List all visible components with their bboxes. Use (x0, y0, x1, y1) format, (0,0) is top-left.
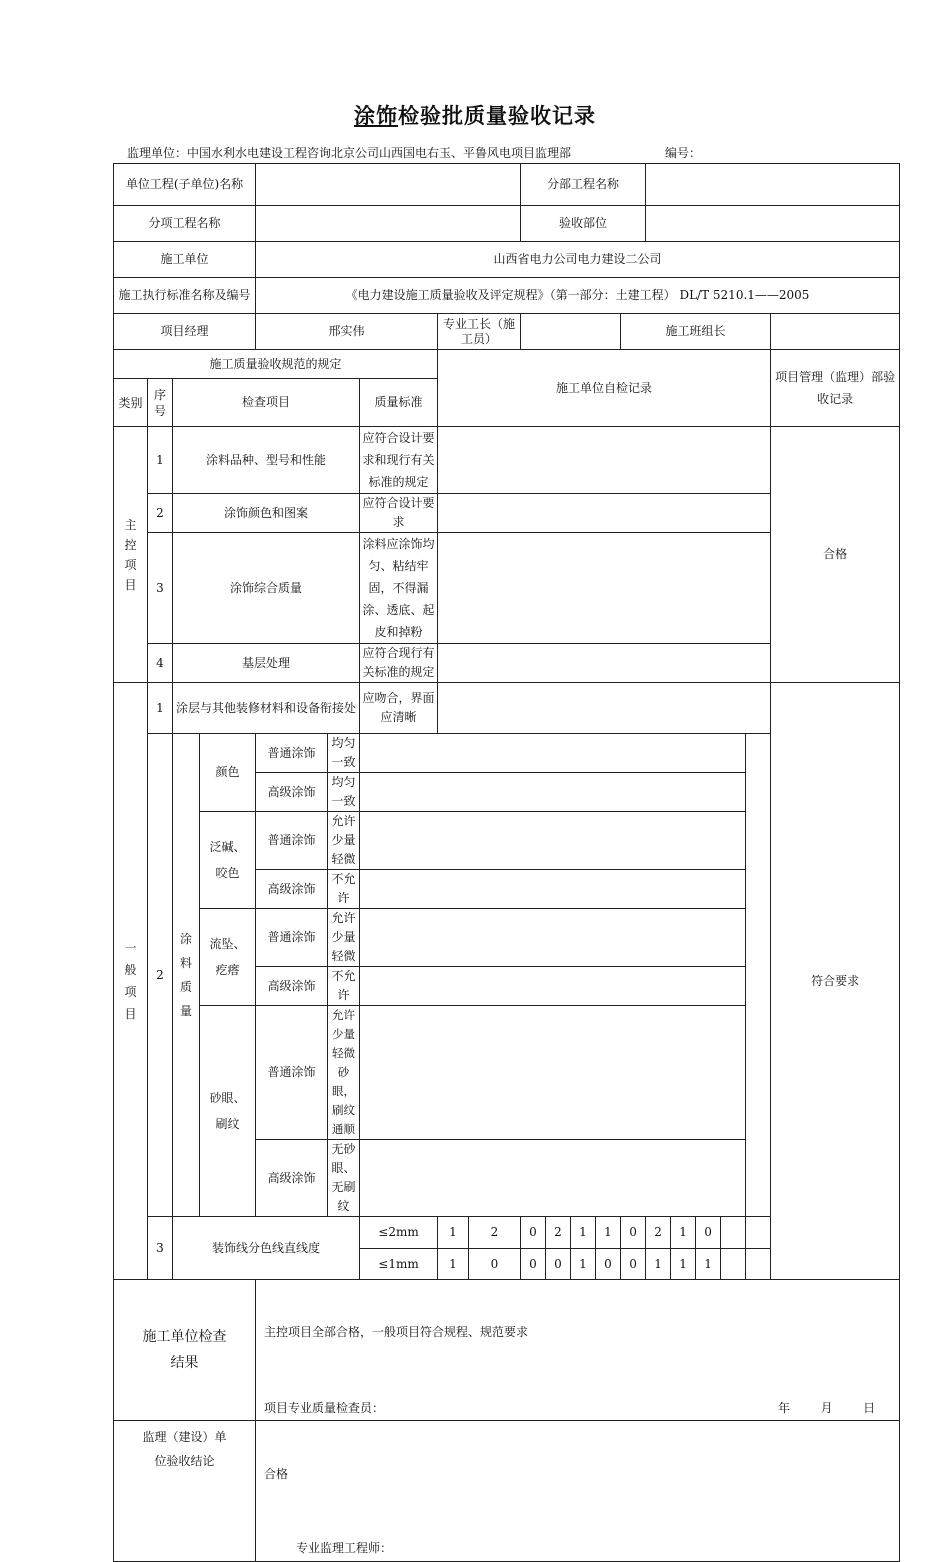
team-leader-value[interactable] (771, 314, 900, 350)
main-item-1: 涂料品种、型号和性能 (173, 427, 360, 494)
sub-project-label: 分部工程名称 (521, 164, 646, 206)
supervision-result-label: 监理（建设）单位验收结论 (114, 1421, 256, 1562)
general-item-1: 涂层与其他装修材料和设备衔接处 (173, 683, 360, 734)
sub-sagging-normal-record[interactable] (360, 909, 746, 967)
code-label: 编号： (665, 146, 702, 160)
sub-color-high-record[interactable] (360, 773, 746, 812)
sub-alkali-normal-std: 允许少量轻微 (328, 812, 360, 870)
construction-unit-value: 山西省电力公司电力建设二公司 (256, 242, 900, 278)
measure-b-9: 1 (671, 1249, 696, 1280)
measure-a-3: 0 (521, 1217, 546, 1249)
measure-a-10: 0 (696, 1217, 721, 1249)
general-no-2: 2 (148, 734, 173, 1217)
main-std-3: 涂料应涂饰均匀、粘结牢固，不得漏涂、透底、起皮和掉粉 (360, 533, 438, 644)
quality-inspector-label: 项目专业质量检查员： (264, 1401, 385, 1415)
sub-pinhole-normal-std: 允许少量轻微砂眼，刷纹通顺 (328, 1006, 360, 1140)
measure-a-6: 1 (596, 1217, 621, 1249)
main-result: 合格 (771, 427, 900, 683)
supervising-engineer-label: 专业监理工程师： (296, 1541, 393, 1555)
sub-sagging-normal: 普通涂饰 (256, 909, 328, 967)
foreman-value[interactable] (521, 314, 621, 350)
sub-sagging-high: 高级涂饰 (256, 967, 328, 1006)
pm-value: 邢实伟 (256, 314, 438, 350)
sub-alkali-high-record[interactable] (360, 870, 746, 909)
measure-b-2: 0 (469, 1249, 521, 1280)
measure-b-5: 1 (571, 1249, 596, 1280)
sub-pinhole-normal-record[interactable] (360, 1006, 746, 1140)
sub-sagging-high-record[interactable] (360, 967, 746, 1006)
main-std-2: 应符合设计要求 (360, 494, 438, 533)
sub-alkali-normal: 普通涂饰 (256, 812, 328, 870)
spec-title: 施工质量验收规范的规定 (114, 350, 438, 379)
quality-std-header: 质量标准 (360, 379, 438, 427)
main-record-3[interactable] (438, 533, 771, 644)
measure-a-11 (721, 1217, 746, 1249)
acceptance-part-label: 验收部位 (521, 206, 646, 242)
pm-label: 项目经理 (114, 314, 256, 350)
measure-b-6: 0 (596, 1249, 621, 1280)
standard-value: 《电力建设施工质量验收及评定规程》（第一部分：土建工程） DL/T 5210.1——2005 (256, 278, 900, 314)
measure-a-4: 2 (546, 1217, 571, 1249)
main-item-3: 涂饰综合质量 (173, 533, 360, 644)
team-leader-label: 施工班组长 (621, 314, 771, 350)
measure-b-12 (746, 1249, 771, 1280)
sub-pinhole-high-std: 无砂眼、无刷纹 (328, 1140, 360, 1217)
sub-pinhole: 砂眼、刷纹 (200, 1006, 256, 1217)
sub-pinhole-high-record[interactable] (360, 1140, 746, 1217)
measure-b-8: 1 (646, 1249, 671, 1280)
title-rest: 检验批质量验收记录 (398, 103, 596, 128)
main-no-4: 4 (148, 644, 173, 683)
foreman-label: 专业工长（施工员） (438, 314, 521, 350)
measure-b-1: 1 (438, 1249, 469, 1280)
construction-result-cell (256, 1280, 900, 1421)
main-no-2: 2 (148, 494, 173, 533)
self-check-header: 施工单位自检记录 (438, 350, 771, 427)
general-no-1: 1 (148, 683, 173, 734)
unit-project-label: 单位工程(子单位)名称 (114, 164, 256, 206)
main-record-1[interactable] (438, 427, 771, 494)
sub-alkali: 泛碱、咬色 (200, 812, 256, 909)
straightness-std-a: ≤2mm (360, 1217, 438, 1249)
supervision-result-text: 合格 (264, 1467, 289, 1481)
supervision-record-header: 项目管理（监理）部验收记录 (771, 350, 900, 427)
sub-sagging-high-std: 不允许 (328, 967, 360, 1006)
main-std-4: 应符合现行有关标准的规定 (360, 644, 438, 683)
general-no-3: 3 (148, 1217, 173, 1280)
measure-a-2: 2 (469, 1217, 521, 1249)
sub-alkali-high-std: 不允许 (328, 870, 360, 909)
sub-color-normal: 普通涂饰 (256, 734, 328, 773)
sub-pinhole-normal: 普通涂饰 (256, 1006, 328, 1140)
sub-color-high-std: 均匀一致 (328, 773, 360, 812)
main-no-3: 3 (148, 533, 173, 644)
category-header: 类别 (114, 379, 148, 427)
sub-color-normal-record[interactable] (360, 734, 746, 773)
construction-unit-label: 施工单位 (114, 242, 256, 278)
general-category: 一般项目 (114, 683, 148, 1280)
measure-a-8: 2 (646, 1217, 671, 1249)
sub-color-high: 高级涂饰 (256, 773, 328, 812)
sub-alkali-normal-record[interactable] (360, 812, 746, 870)
main-category: 主控项目 (114, 427, 148, 683)
main-record-4[interactable] (438, 644, 771, 683)
general-item-3: 装饰线分色线直线度 (173, 1217, 360, 1280)
construction-result-text: 主控项目全部合格，一般项目符合规程、规范要求 (264, 1325, 529, 1339)
sub-pinhole-high: 高级涂饰 (256, 1140, 328, 1217)
inspection-form (113, 163, 900, 1562)
sub-project-value[interactable] (646, 164, 900, 206)
straightness-std-b: ≤1mm (360, 1249, 438, 1280)
sub-color-normal-std: 均匀一致 (328, 734, 360, 773)
sub-sagging-normal-std: 允许少量轻微 (328, 909, 360, 967)
measure-b-3: 0 (521, 1249, 546, 1280)
check-item-header: 检查项目 (173, 379, 360, 427)
sub-alkali-high: 高级涂饰 (256, 870, 328, 909)
sub-color: 颜色 (200, 734, 256, 812)
main-std-1: 应符合设计要求和现行有关标准的规定 (360, 427, 438, 494)
general-record-1[interactable] (438, 683, 771, 734)
construction-result-label: 施工单位检查结果 (114, 1280, 256, 1421)
standard-label: 施工执行标准名称及编号 (114, 278, 256, 314)
main-no-1: 1 (148, 427, 173, 494)
title-prefix: 涂饰 (354, 103, 398, 128)
sub-sagging: 流坠、疙瘩 (200, 909, 256, 1006)
measure-a-12 (746, 1217, 771, 1249)
main-item-2: 涂饰颜色和图案 (173, 494, 360, 533)
measure-b-11 (721, 1249, 746, 1280)
measure-b-10: 1 (696, 1249, 721, 1280)
supervisor-unit: 监理单位：中国水利水电建设工程咨询北京公司山西国电右玉、平鲁风电项目监理部 (127, 146, 572, 160)
measure-a-1: 1 (438, 1217, 469, 1249)
measure-a-9: 1 (671, 1217, 696, 1249)
page-title (0, 100, 950, 130)
measure-a-5: 1 (571, 1217, 596, 1249)
general-std-1: 应吻合，界面应清晰 (360, 683, 438, 734)
unit-project-value[interactable] (256, 164, 521, 206)
item-project-label: 分项工程名称 (114, 206, 256, 242)
seq-header: 序号 (148, 379, 173, 427)
measure-a-7: 0 (621, 1217, 646, 1249)
main-record-2[interactable] (438, 494, 771, 533)
construction-date: 年 月 日 (778, 1401, 876, 1415)
general-result: 符合要求 (771, 683, 900, 1280)
main-item-4: 基层处理 (173, 644, 360, 683)
acceptance-part-value[interactable] (646, 206, 900, 242)
coating-quality-group: 涂料质量 (173, 734, 200, 1217)
measure-b-7: 0 (621, 1249, 646, 1280)
measure-b-4: 0 (546, 1249, 571, 1280)
supervision-result-cell (256, 1421, 900, 1562)
item-project-value[interactable] (256, 206, 521, 242)
